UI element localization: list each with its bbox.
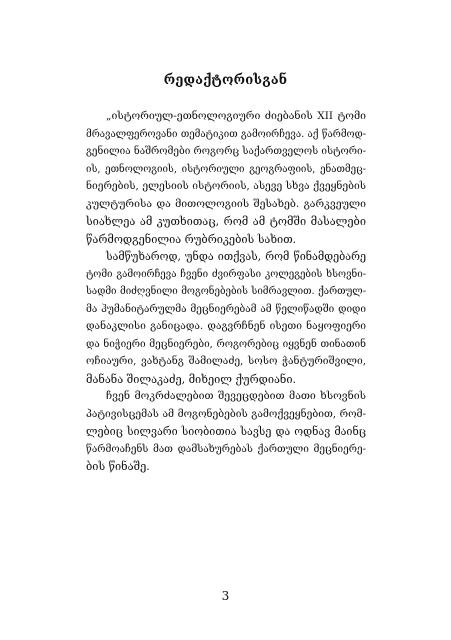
- paragraph-1-line: ის, ეთნოლოგიის, ისტორიული გეოგრაფიის, ენათმეც-: [86, 163, 366, 175]
- paragraph-2-line: სადმი მიძღვნილი მოგონებების სიმრავლით. ქართულ-: [86, 286, 366, 297]
- paragraph-3-line: პატივისცემას ამ მოგონებების გამოქვეყნებით, რომ-: [86, 407, 366, 420]
- paragraph-1-line: მრავალფეროვანი თემატიკით გამოირჩევა. აქ წარმოდ-: [86, 128, 366, 140]
- paragraph-2-line: მა ჰუმანიტარულმა მეცნიერებამ ამ წელიწადში დიდი: [86, 303, 366, 315]
- paragraph-2-line: მანანა შილაკაძე, მიხეილ ქურდიანი.: [86, 372, 297, 386]
- paragraph-3-line: წარმოაჩენს მათ დამსახურებას ქართული მეცნიერე-: [86, 443, 366, 455]
- page-heading: რედაქტორისგან: [163, 73, 288, 88]
- paragraph-2-line: სამწუხაროდ, უნდა ითქვას, რომ წინამდებარე: [106, 250, 366, 263]
- paragraph-3-line: ბის წინაშე.: [86, 460, 150, 473]
- page-number: 3: [221, 589, 230, 603]
- paragraph-1-line: ნიერების, ელესიის ისტორიის, ასევე სხვა ქვეყნების: [86, 180, 366, 192]
- paragraph-1-line: წარმოდგენილია რუბრიკების სახით.: [86, 232, 297, 246]
- paragraph-1-line: კულტურისა და მითოლოგიის შესახებ. გარკვეული: [86, 197, 366, 210]
- paragraph-1-line: სიახლეა ამ კუთხითაც, რომ ამ ტომში მასალები: [86, 215, 366, 228]
- paragraph-2-line: ოჩიაური, ვახტანგ შამილაძე, სოსო ჭანტურიშვილი,: [86, 355, 366, 367]
- paragraph-2-line: ტომი გამოირჩევა ჩვენი ძვირფასი კოლეგების ხსოვნი-: [86, 268, 366, 280]
- body-text: [86, 108, 366, 476]
- paragraph-2-line: და ნიჭიერი მეცნიერები, როგორებიც იყვნენ თინათინ: [86, 338, 366, 350]
- paragraph-2-line: დანაკლისი განიცადა. დაგვრჩნენ ისეთი ნაყოფიერი: [86, 320, 366, 332]
- paragraph-1-line: გენილია ნაშრომები როგორც საქართველოს ისტორი-: [86, 146, 366, 157]
- paragraph-3-line: ლებიც სილვარი სიობითია სავსე და ოდნავ მაინც: [86, 425, 366, 438]
- paragraph-1-line: „ისტორიულ-ეთნოლოგიური ძიებანის XII ტომი: [106, 110, 366, 122]
- paragraph-3-line: ჩვენ მოკრძალებით შევეცდებით მათი ხსოვნის: [106, 390, 366, 402]
